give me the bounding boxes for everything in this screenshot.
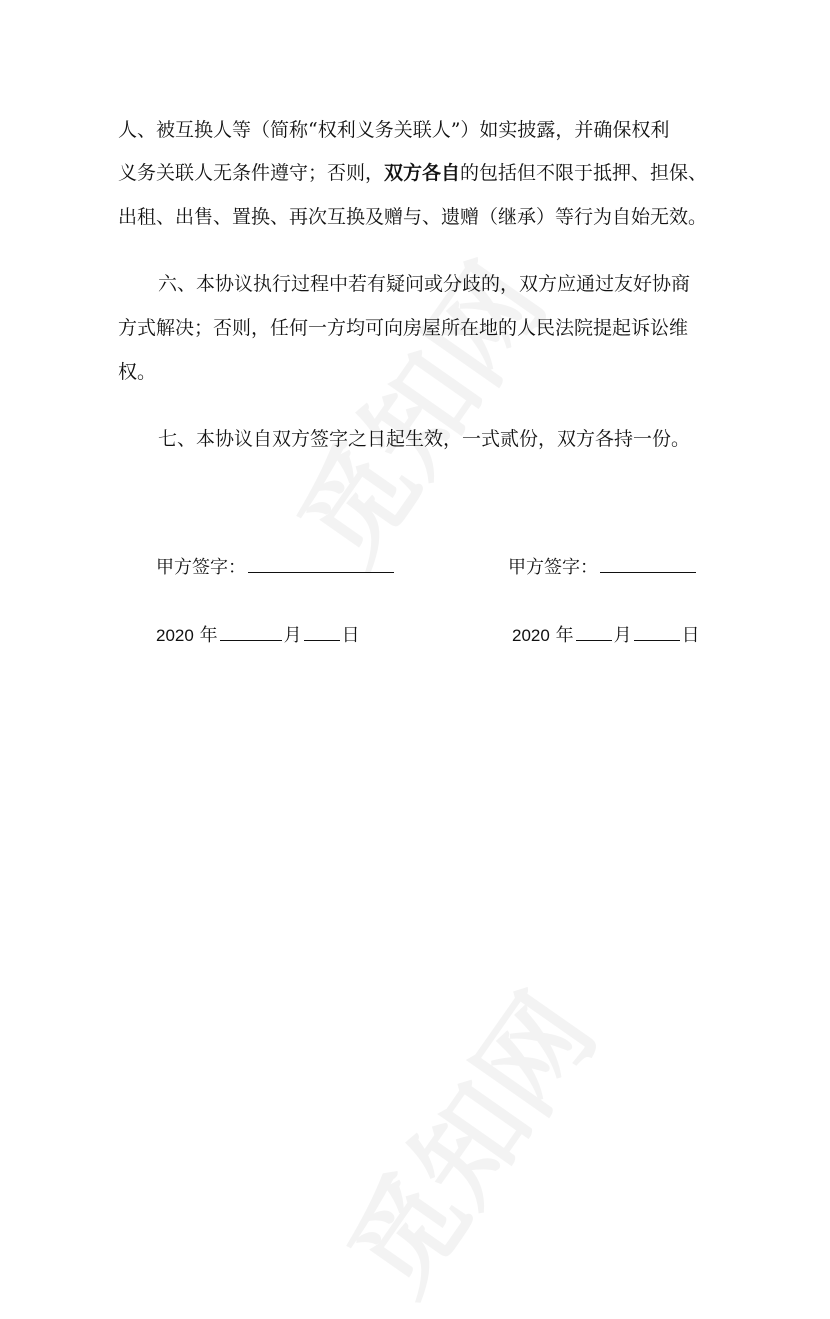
- left-signature-line: [156, 554, 396, 580]
- right-signature-blank[interactable]: [600, 554, 696, 573]
- right-date-month-blank[interactable]: [576, 622, 612, 641]
- left-date-line: [156, 622, 360, 648]
- left-date-month-blank[interactable]: [220, 622, 282, 641]
- right-signature-line: [508, 554, 698, 580]
- clause-5-line-1: 人、被互换人等（简称“权利义务关联人”）如实披露，并确保权利: [118, 119, 670, 141]
- right-date-year: 2020: [512, 626, 550, 645]
- left-date-day-char: 日: [341, 625, 360, 646]
- clause-6-line-2: 方式解决；否则，任何一方均可向房屋所在地的人民法院提起诉讼维: [118, 317, 689, 339]
- right-date-line: [512, 622, 700, 648]
- right-date-year-char: 年: [555, 625, 574, 646]
- left-signature-blank[interactable]: [248, 554, 394, 573]
- left-date-month-char: 月: [283, 625, 302, 646]
- left-date-day-blank[interactable]: [304, 622, 340, 641]
- clause-5-line-2-bold: 双方各自: [384, 162, 461, 184]
- clause-5-line-2-part-a: 义务关联人无条件遵守；否则，: [118, 162, 385, 184]
- right-date-day-char: 日: [681, 625, 700, 646]
- clause-5-line-2: [118, 161, 718, 185]
- left-signature-label: 甲方签字：: [156, 557, 246, 578]
- right-date-day-blank[interactable]: [634, 622, 680, 641]
- right-signature-label: 甲方签字：: [508, 557, 598, 578]
- left-date-year: 2020: [156, 626, 194, 645]
- clause-5-line-3: 出租、出售、置换、再次互换及赠与、遗赠（继承）等行为自始无效。: [118, 206, 708, 228]
- clause-6-line-1: 六、本协议执行过程中若有疑问或分歧的，双方应通过友好协商: [158, 273, 691, 295]
- watermark-bottom: [306, 959, 625, 1319]
- clause-6-line-3: 权。: [118, 361, 157, 383]
- clause-7-line-1: 七、本协议自双方签字之日起生效，一式贰份，双方各持一份。: [158, 428, 691, 450]
- right-date-month-char: 月: [613, 625, 632, 646]
- left-date-year-char: 年: [199, 625, 218, 646]
- clause-5-line-2-part-b: 的包括但不限于抵押、担保、: [460, 162, 708, 184]
